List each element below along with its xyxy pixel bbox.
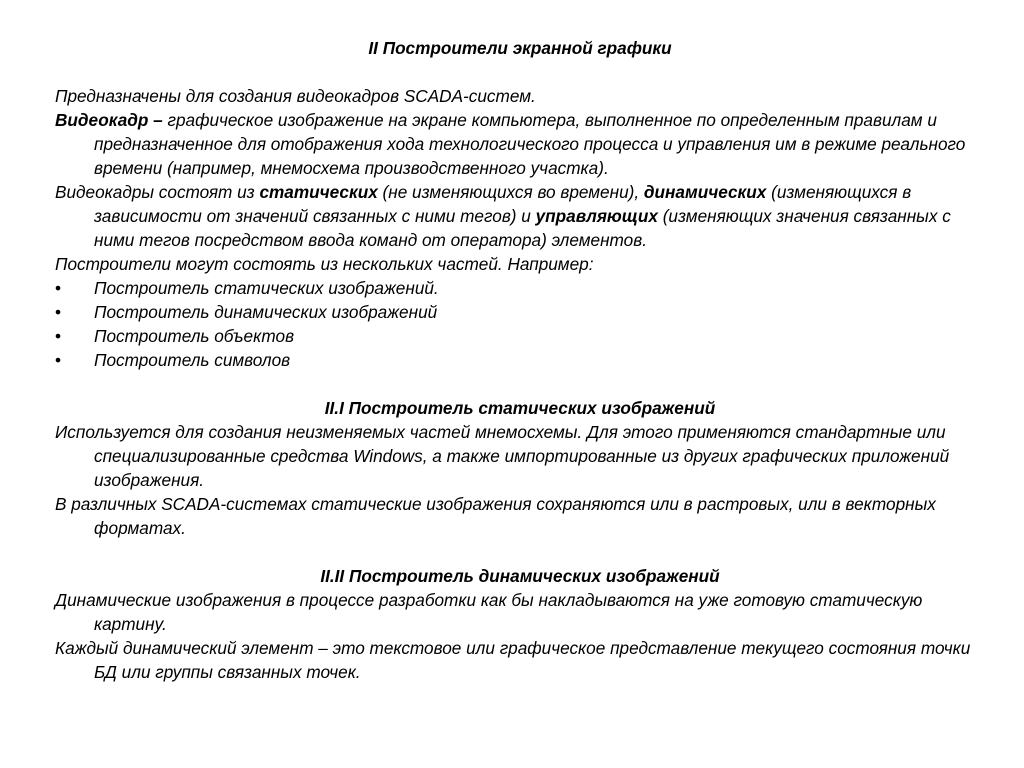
- page-title: II Построители экранной графики: [368, 38, 672, 58]
- dynamic-term: динамических: [643, 182, 767, 202]
- videoframe-term: Видеокадр –: [55, 110, 163, 130]
- list-item: [55, 300, 985, 324]
- bullet-icon: •: [55, 326, 62, 346]
- bullet-icon: •: [55, 278, 62, 298]
- list-item-text: Построитель объектов: [94, 326, 295, 346]
- section-heading-static: II.I Построитель статических изображений: [324, 398, 716, 418]
- consist-text-1: Видеокадры состоят из: [55, 182, 260, 202]
- list-item-text: Построитель символов: [94, 350, 291, 370]
- control-term: управляющих: [535, 206, 658, 226]
- consist-text-4: (изменяющих значения связанных с ними тегов посредством ввода команд от оператора) элементов.: [94, 206, 951, 250]
- list-item-text: Построитель динамических изображений: [94, 302, 438, 322]
- list-item-text: Построитель статических изображений.: [94, 278, 439, 298]
- videoframe-definition-paragraph: [55, 108, 985, 180]
- bullet-icon: •: [55, 302, 62, 322]
- spacer: [55, 372, 985, 396]
- static-term: статических: [259, 182, 378, 202]
- static-formats-paragraph: В различных SCADA-системах статические изображения сохраняются или в растровых, или в векторных форматах.: [55, 494, 936, 538]
- section-heading-dynamic: II.II Построитель динамических изображений: [320, 566, 720, 586]
- parts-intro-paragraph: Построители могут состоять из нескольких частей. Например:: [55, 254, 594, 274]
- videoframe-definition-text: графическое изображение на экране компьютера, выполненное по определенным правилам и предназначенное для отображения хода технологического процесса и управления им в режиме реального времени (например, мнемосхема производственного участка).: [94, 110, 966, 178]
- dynamic-element-paragraph: Каждый динамический элемент – это текстовое или графическое представление текущего состояния точки БД или группы связанных точек.: [55, 638, 971, 682]
- consist-text-3: (изменяющихся в зависимости от значений связанных с ними тегов) и: [94, 182, 912, 226]
- list-item: [55, 276, 985, 300]
- consist-text-2: (не изменяющихся во времени),: [377, 182, 644, 202]
- spacer: [55, 540, 985, 564]
- dynamic-overlay-paragraph: Динамические изображения в процессе разработки как бы накладываются на уже готовую статическую картину.: [55, 590, 923, 634]
- spacer: [55, 60, 985, 84]
- videoframe-elements-paragraph: [55, 180, 985, 252]
- list-item: [55, 348, 985, 372]
- bullet-icon: •: [55, 350, 62, 370]
- static-usage-paragraph: Используется для создания неизменяемых частей мнемосхемы. Для этого применяются стандартные или специализированные средства Windows, а также импортированные из других графических приложений изображения.: [55, 422, 950, 490]
- document-page: [55, 36, 985, 684]
- list-item: [55, 324, 985, 348]
- purpose-paragraph: Предназначены для создания видеокадров SCADA-систем.: [55, 86, 536, 106]
